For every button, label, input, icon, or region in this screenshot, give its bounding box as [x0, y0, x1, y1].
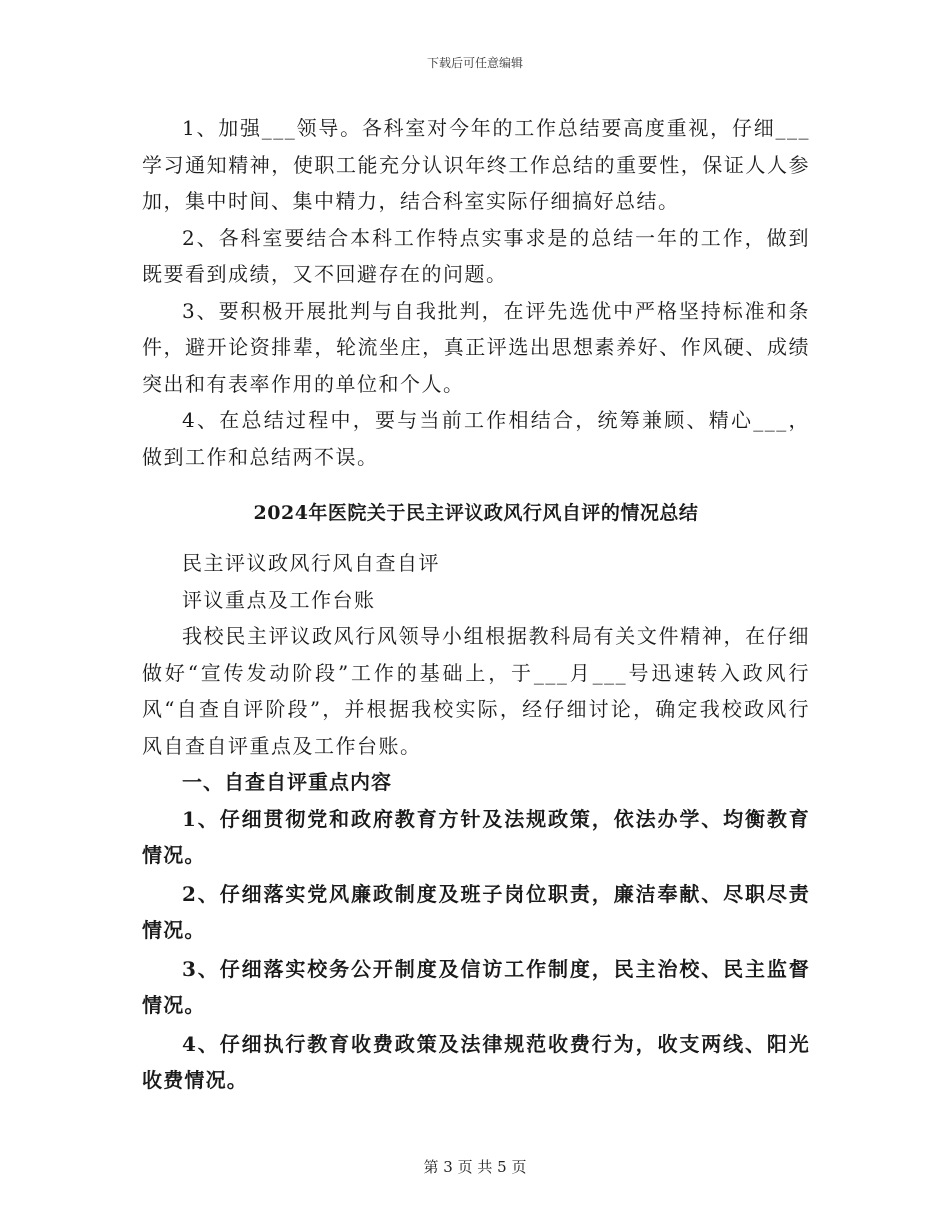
- subtitle-ledger: 评议重点及工作台账: [182, 587, 376, 612]
- page-footer: 第 3 页 共 5 页: [423, 1158, 527, 1176]
- list-item: 1、仔细贯彻党和政府教育方针及法规政策，依法办学、均衡教育情况。: [142, 806, 810, 867]
- paragraph-3: 3、要积极开展批判与自我批判，在评先选优中严格坚持标准和条件，避开论资排辈，轮流坐庄，真正评选出思想素养好、作风硬、成绩突出和有表率作用的单位和个人。: [142, 298, 810, 396]
- page-header: 下载后可任意编辑: [426, 56, 523, 70]
- document-body: [142, 110, 810, 1101]
- list-item: 4、仔细执行教育收费政策及法律规范收费行为，收支两线、阳光收费情况。: [142, 1031, 810, 1092]
- list-item: 3、仔细落实校务公开制度及信访工作制度，民主治校、民主监督情况。: [142, 956, 810, 1017]
- section-heading: 一、自查自评重点内容: [182, 770, 392, 794]
- paragraph-1: 1、加强___领导。各科室对今年的工作总结要高度重视，仔细___学习通知精神，使职工能充分认识年终工作总结的重要性，保证人人参加，集中时间、集中精力，结合科室实际仔细搞好总结。: [142, 116, 810, 213]
- list-item: 2、仔细落实党风廉政制度及班子岗位职责，廉洁奉献、尽职尽责情况。: [142, 881, 810, 942]
- paragraph-4: 4、在总结过程中，要与当前工作相结合，统筹兼顾、精心___，做到工作和总结两不误。: [142, 408, 810, 469]
- document-title: 2024年医院关于民主评议政风行风自评的情况总结: [253, 502, 699, 524]
- paragraph-2: 2、各科室要结合本科工作特点实事求是的总结一年的工作，做到既要看到成绩，又不回避存在的问题。: [142, 225, 810, 286]
- subtitle-self-review: 民主评议政风行风自查自评: [182, 551, 440, 575]
- intro-paragraph: 我校民主评议政风行风领导小组根据教科局有关文件精神，在仔细做好“宣传发动阶段”工作的基础上，于___月___号迅速转入政风行风“自查自评阶段”，并根据我校实际，经仔细讨论，确定我校政风行风自查自评重点及工作台账。: [142, 624, 810, 758]
